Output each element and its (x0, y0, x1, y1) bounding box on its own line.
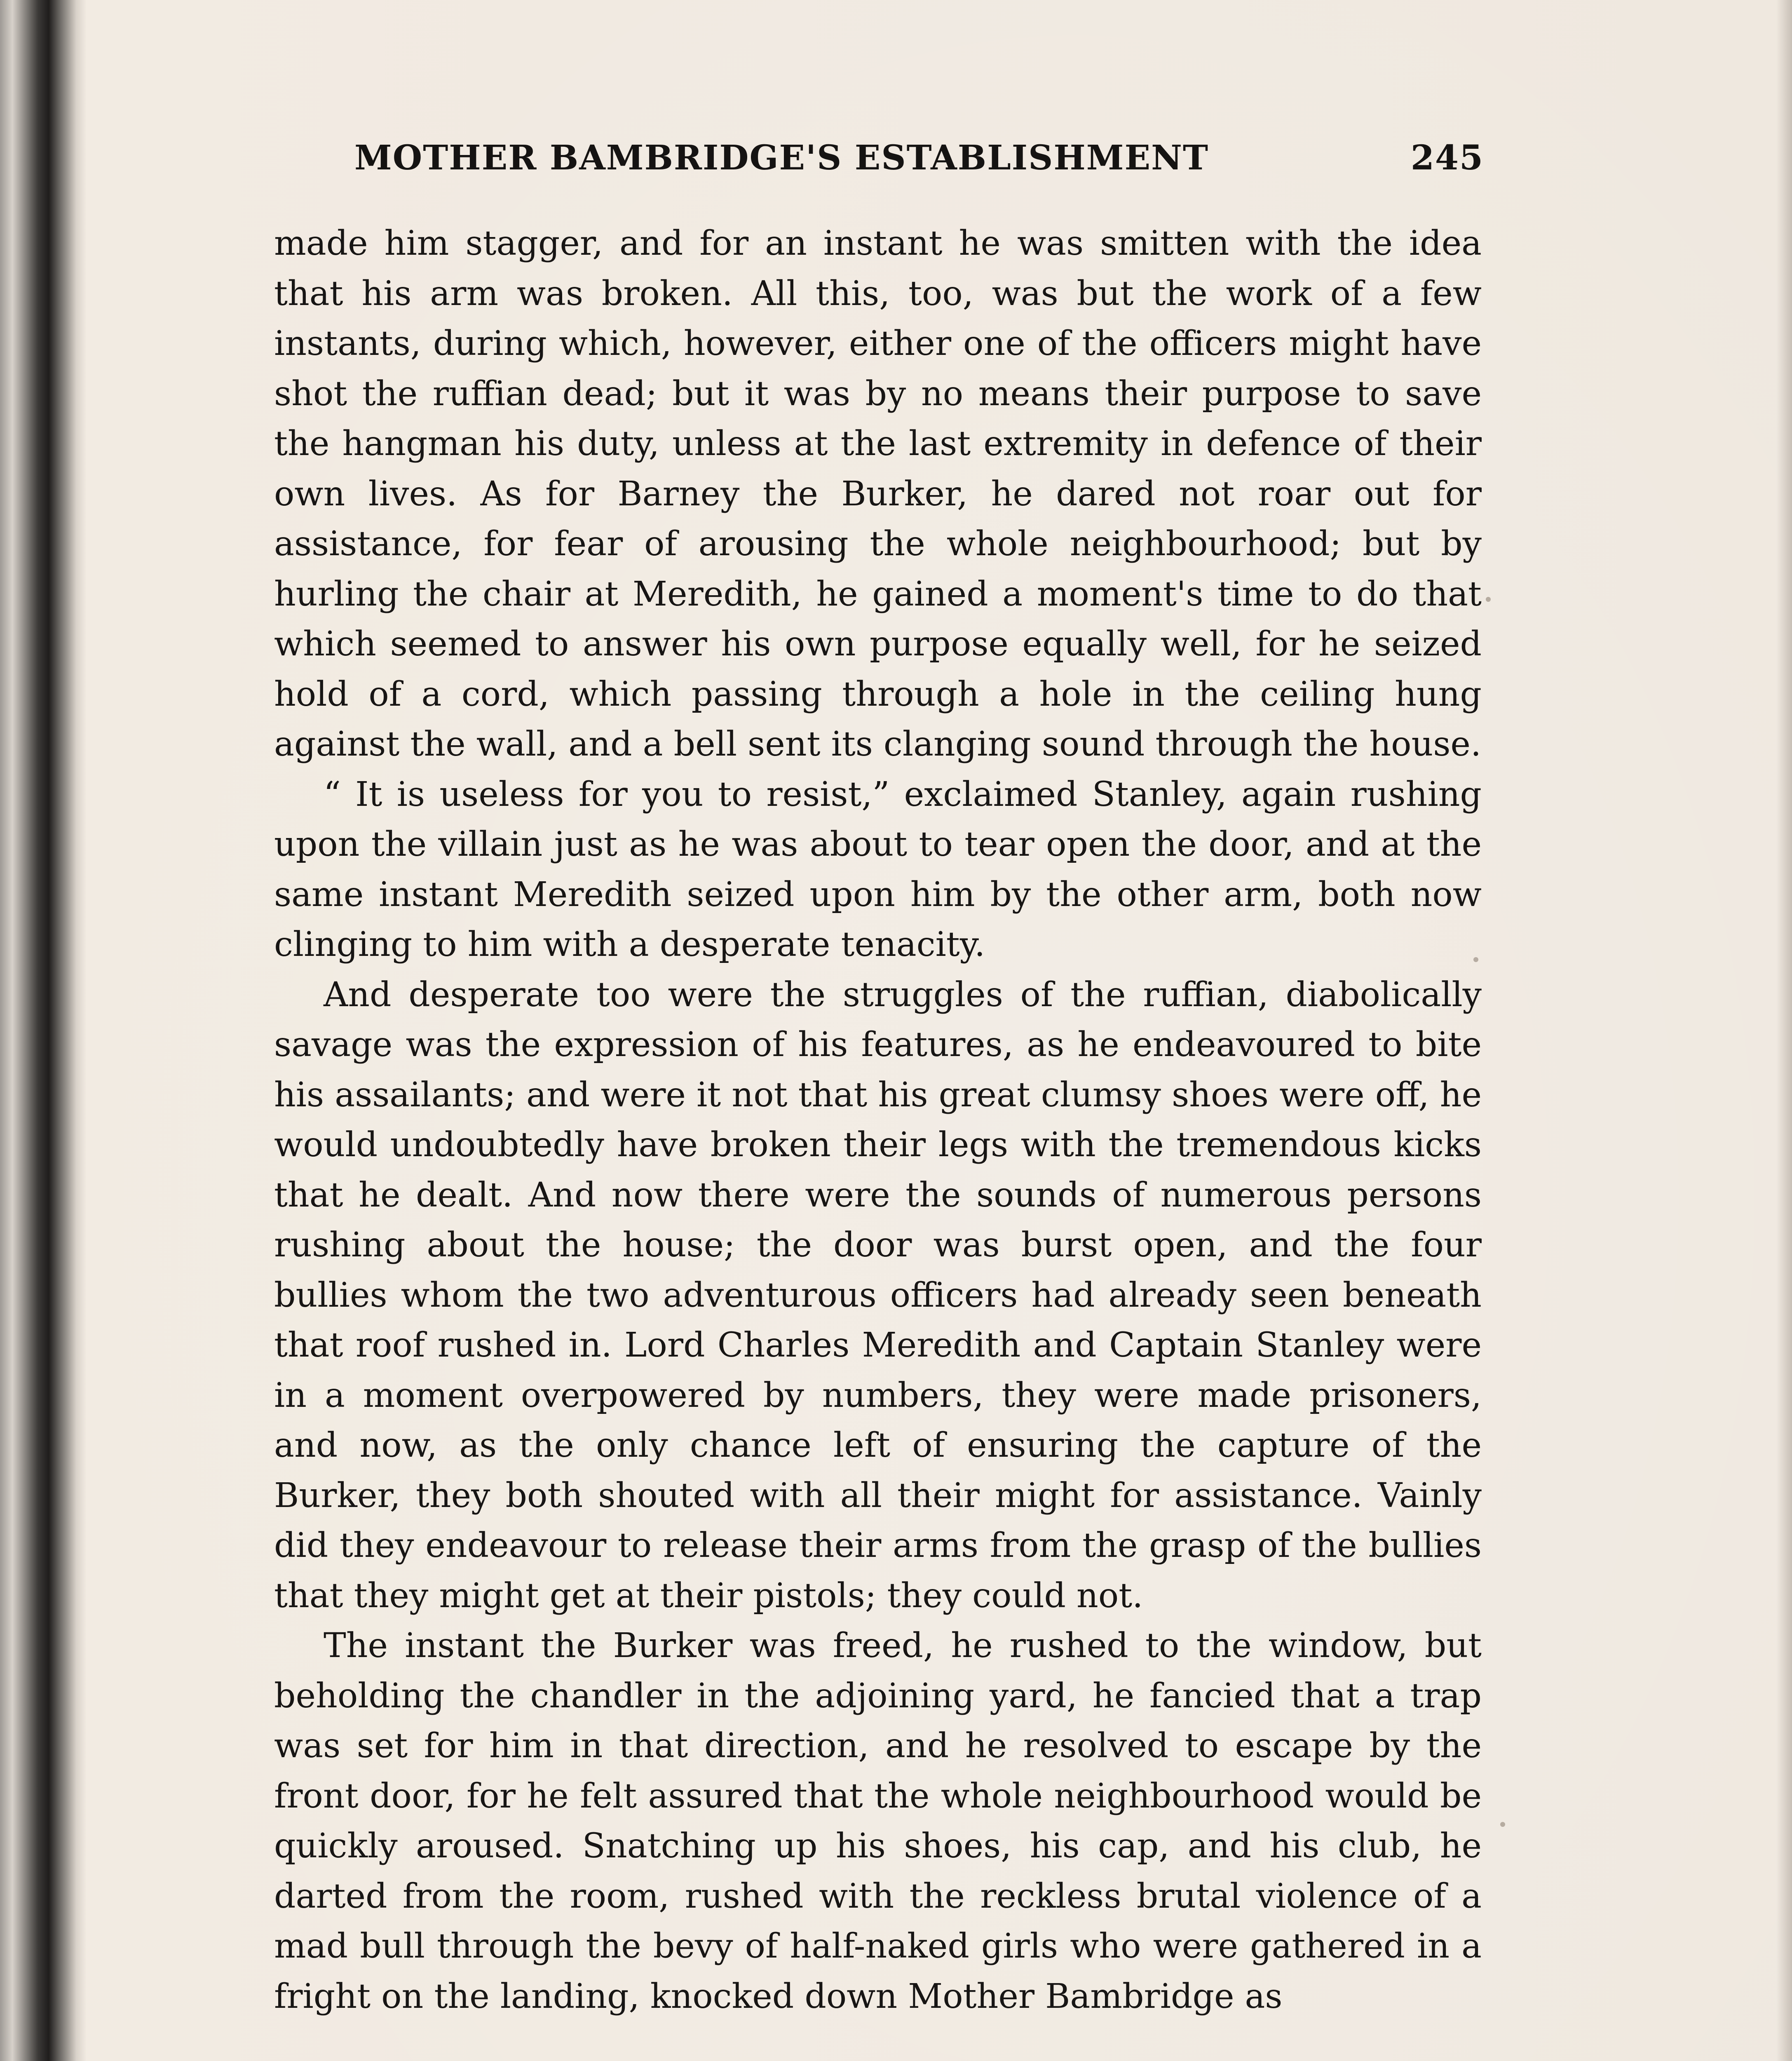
page-edge-shadow (1776, 0, 1792, 2061)
page-number: 245 (1410, 138, 1484, 178)
book-binding-shadow (0, 0, 87, 2061)
paper-speck (1473, 957, 1478, 962)
body-text (274, 218, 1482, 2021)
paper-speck (1500, 1822, 1505, 1827)
paragraph-4: The instant the Burker was freed, he rushed to the window, but beholding the chandler in the adjoining yard, he fancied that a trap was set for him in that direction, and he resolved to escape by the front door, for he felt assured that the whole neighbourhood would be quickly aroused. Snatching up his shoes, his cap, and his club, he darted from the room, rushed with the reckless brutal violence of a mad bull through the bevy of half-naked girls who were gathered in a fright on the landing, knocked down Mother Bambridge as (274, 1626, 1482, 2016)
paragraph-2: “ It is useless for you to resist,” exclaimed Stanley, again rushing upon the villain just as he was about to tear open the door, and at the same instant Meredith seized upon him by the other arm, both now clinging to him with a desperate tenacity. (274, 775, 1482, 964)
page-header (354, 138, 1484, 192)
paragraph-1: made him stagger, and for an instant he was smitten with the idea that his arm was broken. All this, too, was but the work of a few instants, during which, however, either one of the officers might have shot the ruffian dead; but it was by no means their purpose to save the hangman his duty, unless at the last extremity in defence of their own lives. As for Barney the Burker, he dared not roar out for assistance, for fear of arousing the whole neighbourhood; but by hurling the chair at Meredith, he gained a moment's time to do that which seemed to answer his own purpose equally well, for he seized hold of a cord, which passing through a hole in the ceiling hung against the wall, and a bell sent its clanging sound through the house. (274, 224, 1482, 764)
running-head: MOTHER BAMBRIDGE'S ESTABLISHMENT (354, 138, 1209, 178)
paper-speck (1486, 597, 1491, 602)
paragraph-3: And desperate too were the struggles of the ruffian, diabolically savage was the expression of his features, as he endeavoured to bite his assailants; and were it not that his great clumsy shoes were off, he would undoubtedly have broken their legs with the tremendous kicks that he dealt. And now there were the sounds of numerous persons rushing about the house; the door was burst open, and the four bullies whom the two adventurous officers had already seen beneath that roof rushed in. Lord Charles Meredith and Captain Stanley were in a moment overpowered by numbers, they were made prisoners, and now, as the only chance left of ensuring the capture of the Burker, they both shouted with all their might for assistance. Vainly did they endeavour to release their arms from the grasp of the bullies that they might get at their pistols; they could not. (274, 975, 1482, 1615)
